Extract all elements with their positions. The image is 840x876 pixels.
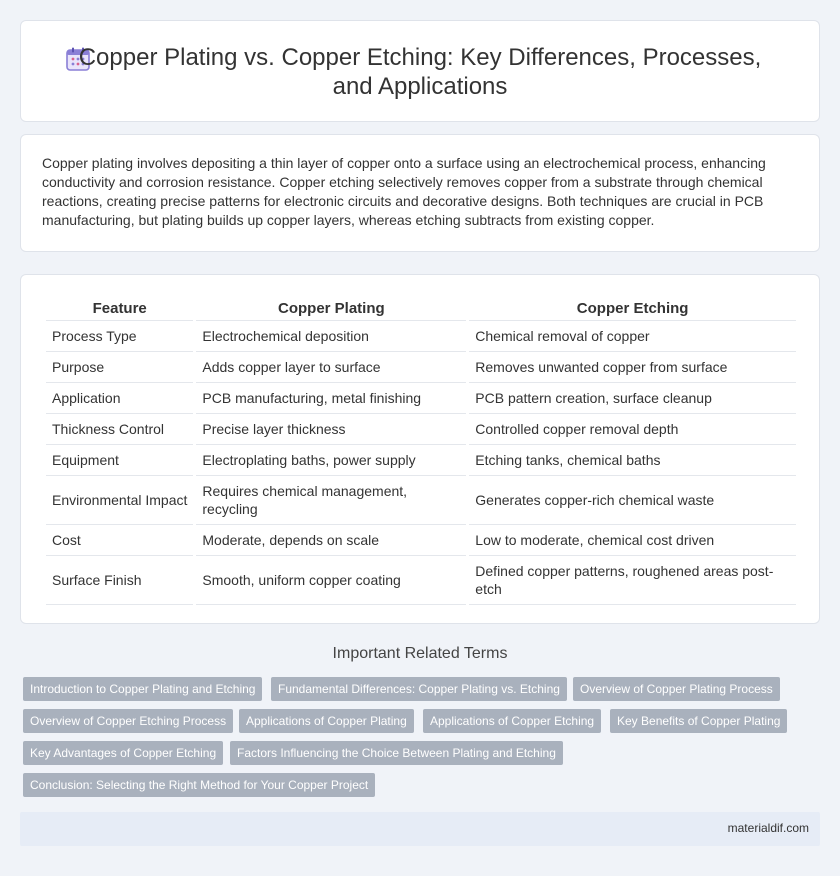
related-term-tag[interactable]: Overview of Copper Plating Process [573,677,780,701]
row-etching: Etching tanks, chemical baths [469,444,796,475]
title-card [20,20,820,122]
table-row [46,382,796,413]
row-etching: Low to moderate, chemical cost driven [469,524,796,555]
row-feature: Equipment [46,444,193,475]
related-term-tag[interactable]: Key Advantages of Copper Etching [23,741,223,765]
row-feature: Cost [46,524,193,555]
row-plating: Electroplating baths, power supply [196,444,466,475]
table-row [46,524,796,555]
comparison-table [43,296,799,605]
related-term-tag[interactable]: Conclusion: Selecting the Right Method for Your Copper Project [23,773,375,797]
related-term-tag[interactable]: Key Benefits of Copper Plating [610,709,787,733]
related-term-tag[interactable]: Overview of Copper Etching Process [23,709,233,733]
table-row [46,413,796,444]
page-title: Copper Plating vs. Copper Etching: Key Differences, Processes, and Applications [78,44,762,100]
header-feature: Feature [92,299,147,317]
row-plating: Smooth, uniform copper coating [196,555,466,605]
table-row [46,475,796,524]
row-etching: Chemical removal of copper [469,320,796,351]
row-plating: Moderate, depends on scale [196,524,466,555]
row-etching: Controlled copper removal depth [469,413,796,444]
related-term-tag[interactable]: Fundamental Differences: Copper Plating vs. Etching [271,677,567,701]
related-term-tag[interactable]: Factors Influencing the Choice Between Plating and Etching [230,741,563,765]
row-etching: PCB pattern creation, surface cleanup [469,382,796,413]
row-plating: Requires chemical management, recycling [196,475,466,524]
comparison-card [20,274,820,624]
row-feature: Thickness Control [46,413,193,444]
related-terms-heading: Important Related Terms [332,645,508,662]
row-etching: Removes unwanted copper from surface [469,351,796,382]
row-feature: Surface Finish [46,555,193,605]
related-term-tag[interactable]: Applications of Copper Etching [423,709,601,733]
table-row [46,351,796,382]
row-feature: Purpose [46,351,193,382]
footer-site-link[interactable]: materialdif.com [727,821,809,835]
row-plating: PCB manufacturing, metal finishing [196,382,466,413]
row-feature: Process Type [46,320,193,351]
row-plating: Precise layer thickness [196,413,466,444]
row-etching: Defined copper patterns, roughened areas post-etch [469,555,796,605]
related-term-tag[interactable]: Applications of Copper Plating [239,709,414,733]
footer [20,812,820,846]
row-etching: Generates copper-rich chemical waste [469,475,796,524]
table-row [46,320,796,351]
related-term-tag[interactable]: Introduction to Copper Plating and Etching [23,677,262,701]
table-row [46,444,796,475]
table-header-row [46,296,796,320]
intro-card [20,134,820,252]
row-plating: Adds copper layer to surface [196,351,466,382]
intro-paragraph: Copper plating involves depositing a thin layer of copper onto a surface using an electrochemical process, enhancing conductivity and corrosion resistance. Copper etching selectively removes copper from a substrate through chemical reactions, creating precise patterns for electronic circuits and decorative designs. Both techniques are crucial in PCB manufacturing, but plating builds up copper layers, whereas etching subtracts from existing copper. [42,155,766,228]
table-row [46,555,796,605]
header-copper-etching: Copper Etching [576,299,689,317]
row-feature: Environmental Impact [46,475,193,524]
header-copper-plating: Copper Plating [278,299,385,317]
row-feature: Application [46,382,193,413]
row-plating: Electrochemical deposition [196,320,466,351]
